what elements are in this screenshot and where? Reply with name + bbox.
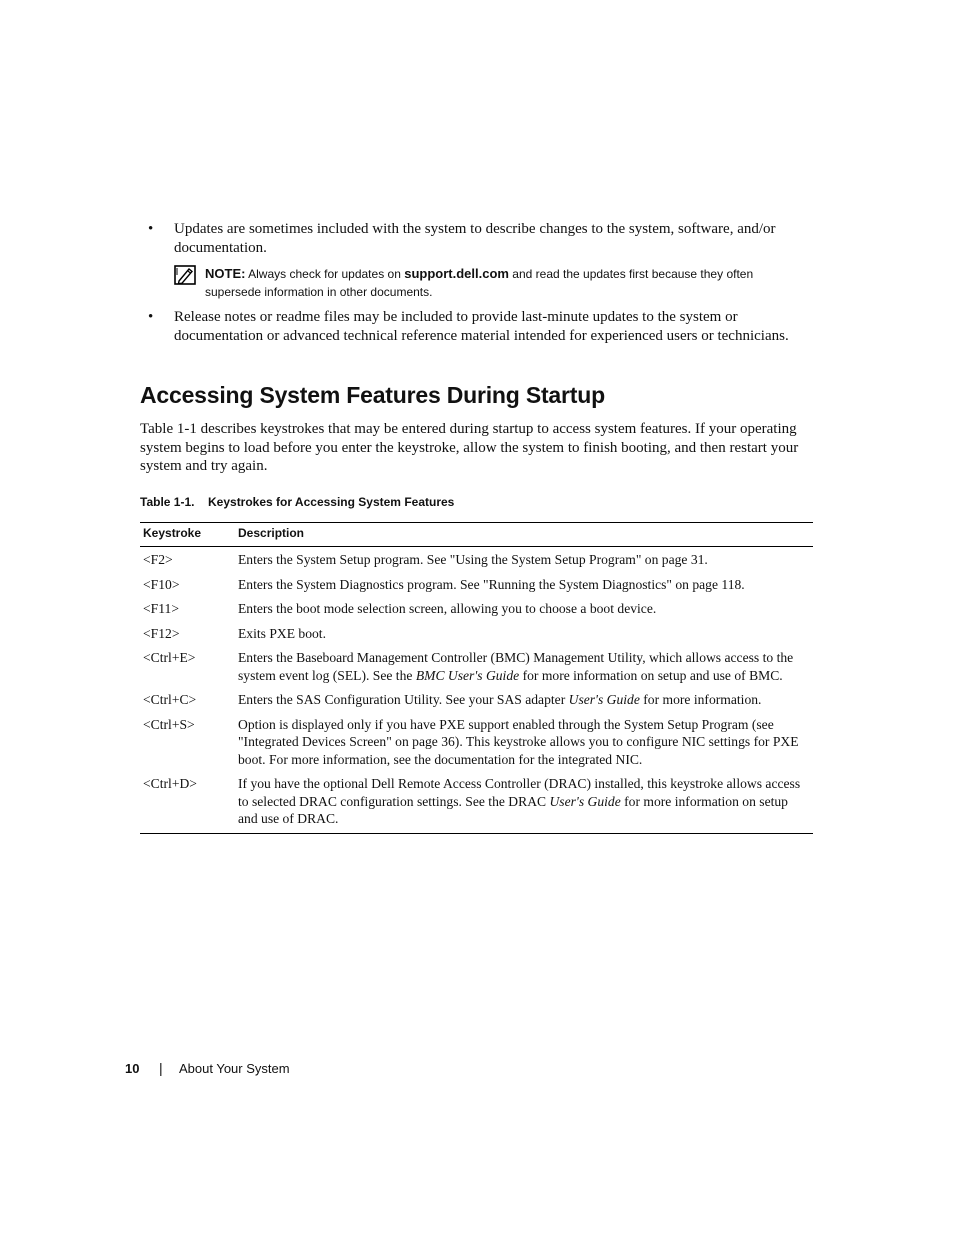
table-row [140, 596, 813, 621]
table-row [140, 712, 813, 772]
bullet-text: Updates are sometimes included with the system to describe changes to the system, software, and/or documentation. [174, 221, 776, 256]
keystrokes-table [140, 522, 813, 834]
support-link[interactable]: support.dell.com [404, 266, 509, 281]
table-row [140, 645, 813, 687]
table-row [140, 771, 813, 833]
section-heading: Accessing System Features During Startup [140, 382, 605, 408]
keystroke-cell: <Ctrl+D> [140, 771, 235, 833]
bullet-glyph: • [148, 221, 154, 237]
table-row [140, 621, 813, 646]
table-row [140, 572, 813, 597]
description-text: for more information on setup and use of DRAC. [238, 793, 788, 826]
description-text: If you have the optional Dell Remote Access Controller (DRAC) installed, this keystroke allows access to selected DRAC configuration settings. See the DRAC [238, 776, 801, 809]
table-header-row [140, 523, 813, 547]
description-cell [235, 771, 813, 833]
description-cell: Option is displayed only if you have PXE support enabled through the System Setup Program (see "Integrated Devices Screen" on page 36). This keystroke allows you to configure NIC settings for PXE boot. For more information, see the documentation for the integrated NIC. [238, 716, 799, 767]
keystroke-cell: <F12> [143, 625, 180, 641]
description-text: for more information. [643, 692, 762, 707]
guide-reference: User's Guide [568, 692, 640, 707]
table-caption-title: Keystrokes for Accessing System Features [208, 495, 455, 509]
description-cell [235, 687, 813, 712]
section-intro: Table 1-1 describes keystrokes that may be entered during startup to access system features. If your operating system begins to load before you enter the keystroke, allow the system to finish booting, and then restart your system and try again. [140, 421, 799, 474]
description-text: Enters the SAS Configuration Utility. See your SAS adapter [238, 692, 566, 707]
keystroke-cell: <F11> [143, 601, 179, 616]
guide-reference: User's Guide [549, 793, 621, 809]
keystroke-cell: <F2> [143, 552, 173, 567]
note-label: NOTE: [205, 266, 246, 281]
bullet-text: Release notes or readme files may be included to provide last-minute updates to the system or documentation or advanced technical reference material intended for experienced users or technicians. [174, 309, 789, 344]
pencil-note-icon [174, 265, 196, 285]
description-text: Enters the Baseboard Management Controller (BMC) Management Utility, which allows access to the system event log (SEL). See the [238, 650, 794, 683]
note-text-after: and read the updates first because they often supersede information in other documents. [205, 267, 754, 299]
table-row [140, 547, 813, 572]
table-caption-number: Table 1-1. [140, 495, 195, 509]
keystroke-cell: <Ctrl+C> [143, 692, 197, 707]
keystroke-cell: <F10> [143, 576, 180, 592]
description-cell [235, 645, 813, 687]
description-cell: Enters the System Diagnostics program. See "Running the System Diagnostics" on page 118. [238, 576, 745, 592]
guide-reference: BMC User's Guide [415, 667, 520, 683]
description-cell: Enters the System Setup program. See "Using the System Setup Program" on page 31. [238, 552, 708, 567]
note-text-before: Always check for updates on [248, 267, 401, 281]
description-cell: Enters the boot mode selection screen, allowing you to choose a boot device. [238, 601, 657, 616]
header-keystroke: Keystroke [140, 523, 235, 547]
note-text [205, 265, 795, 301]
header-description: Description [235, 523, 813, 547]
footer-chapter-title: About Your System [179, 1061, 290, 1076]
page-number: 10 [125, 1061, 140, 1076]
table-caption [140, 495, 454, 509]
footer-separator: | [159, 1060, 163, 1076]
description-cell: Exits PXE boot. [238, 625, 326, 641]
table-row [140, 687, 813, 712]
keystroke-cell: <Ctrl+S> [143, 716, 195, 732]
keystroke-cell: <Ctrl+E> [143, 650, 196, 665]
description-text: for more information on setup and use of BMC. [522, 667, 783, 683]
bullet-glyph: • [148, 309, 154, 325]
